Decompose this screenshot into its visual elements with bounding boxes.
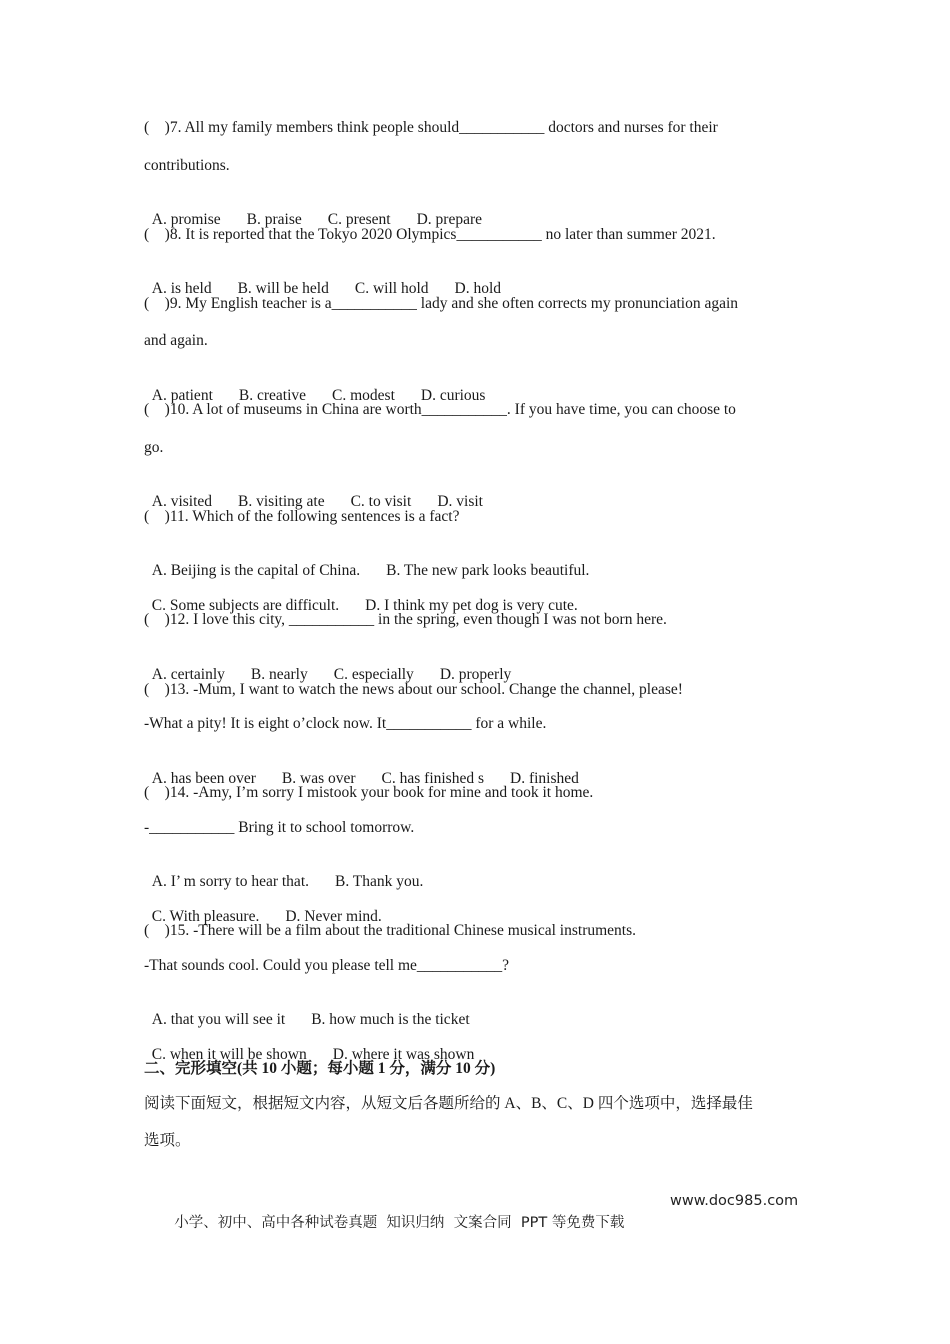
- question-12-options: [144, 645, 511, 685]
- option-c: C. has finished s: [381, 770, 484, 787]
- question-14-stem: ( )14. -Amy, I’m sorry I mistook your book for mine and took it home.: [144, 784, 594, 801]
- question-15-stem-continued: -That sounds cool. Could you please tell me___________?: [144, 957, 510, 974]
- question-10-options: [144, 472, 483, 512]
- question-7-stem: ( )7. All my family members think people should___________ doctors and nurses for their: [144, 119, 718, 136]
- option-a: A. has been over: [151, 770, 256, 787]
- question-8-options: [144, 259, 501, 299]
- question-9-stem: ( )9. My English teacher is a___________ lady and she often corrects my pronunciation again: [144, 295, 739, 312]
- option-c: C. to visit: [350, 493, 412, 510]
- question-14-stem-continued: -___________ Bring it to school tomorrow.: [144, 819, 415, 836]
- question-14-options-row1: [144, 852, 423, 892]
- option-b: B. creative: [238, 387, 307, 404]
- option-d: D. curious: [420, 387, 486, 404]
- option-b: B. Thank you.: [335, 873, 424, 890]
- option-a: A. patient: [151, 387, 213, 404]
- option-a: A. promise: [151, 211, 221, 228]
- option-d: D. hold: [454, 280, 502, 297]
- option-a: A. that you will see it: [151, 1011, 286, 1028]
- section-2-heading: 二、完形填空(共 10 小题；每小题 1 分，满分 10 分): [144, 1060, 496, 1077]
- question-7-stem-continued: contributions.: [144, 157, 230, 174]
- question-10-stem: ( )10. A lot of museums in China are worth___________. If you have time, you can choose to: [144, 401, 736, 418]
- option-d: D. visit: [437, 493, 483, 510]
- question-15-options-row1: [144, 990, 470, 1030]
- question-13-stem-continued: -What a pity! It is eight o’clock now. It___________ for a while.: [144, 715, 547, 732]
- question-8-stem: ( )8. It is reported that the Tokyo 2020 Olympics___________ no later than summer 2021.: [144, 226, 716, 243]
- section-2-instruction: 阅读下面短文，根据短文内容，从短文后各题所给的 A、B、C、D 四个选项中，选择最佳: [144, 1095, 753, 1112]
- section-2-instruction-continued: 选项。: [144, 1132, 191, 1149]
- option-c: C. especially: [333, 666, 414, 683]
- option-d: D. prepare: [416, 211, 483, 228]
- option-a: A. is held: [151, 280, 212, 297]
- question-12-stem: ( )12. I love this city, ___________ in the spring, even though I was not born here.: [144, 611, 667, 628]
- question-7-options: [144, 190, 482, 230]
- option-d: D. I think my pet dog is very cute.: [365, 597, 578, 614]
- option-b: B. how much is the ticket: [311, 1011, 470, 1028]
- question-13-stem: ( )13. -Mum, I want to watch the news about our school. Change the channel, please!: [144, 681, 683, 698]
- option-c: C. when it will be shown: [151, 1046, 307, 1063]
- option-d: D. Never mind.: [285, 908, 382, 925]
- option-b: B. nearly: [250, 666, 308, 683]
- question-10-stem-continued: go.: [144, 439, 164, 456]
- option-c: C. present: [327, 211, 391, 228]
- option-b: B. The new park looks beautiful.: [386, 562, 590, 579]
- question-15-stem: ( )15. -There will be a film about the traditional Chinese musical instruments.: [144, 922, 637, 939]
- page-footer: [165, 1190, 805, 1256]
- option-c: C. will hold: [354, 280, 429, 297]
- option-d: D. properly: [439, 666, 512, 683]
- option-c: C. With pleasure.: [151, 908, 260, 925]
- option-a: A. Beijing is the capital of China.: [151, 562, 361, 579]
- option-a: A. visited: [151, 493, 213, 510]
- option-a: A. certainly: [151, 666, 225, 683]
- option-c: C. modest: [332, 387, 395, 404]
- option-b: B. will be held: [237, 280, 329, 297]
- option-d: D. where it was shown: [332, 1046, 475, 1063]
- option-c: C. Some subjects are difficult.: [151, 597, 340, 614]
- option-b: B. visiting ate: [238, 493, 325, 510]
- footer-url-link[interactable]: www.doc985.com: [670, 1193, 799, 1209]
- option-b: B. was over: [281, 770, 356, 787]
- option-d: D. finished: [510, 770, 579, 787]
- question-11-options-row1: [144, 541, 589, 581]
- question-11-stem: ( )11. Which of the following sentences is a fact?: [144, 508, 460, 525]
- footer-text: 小学、初中、高中各种试卷真题 知识归纳 文案合同 PPT 等免费下载: [174, 1215, 625, 1231]
- question-9-stem-continued: and again.: [144, 332, 208, 349]
- option-b: B. praise: [246, 211, 302, 228]
- option-a: A. I’ m sorry to hear that.: [151, 873, 309, 890]
